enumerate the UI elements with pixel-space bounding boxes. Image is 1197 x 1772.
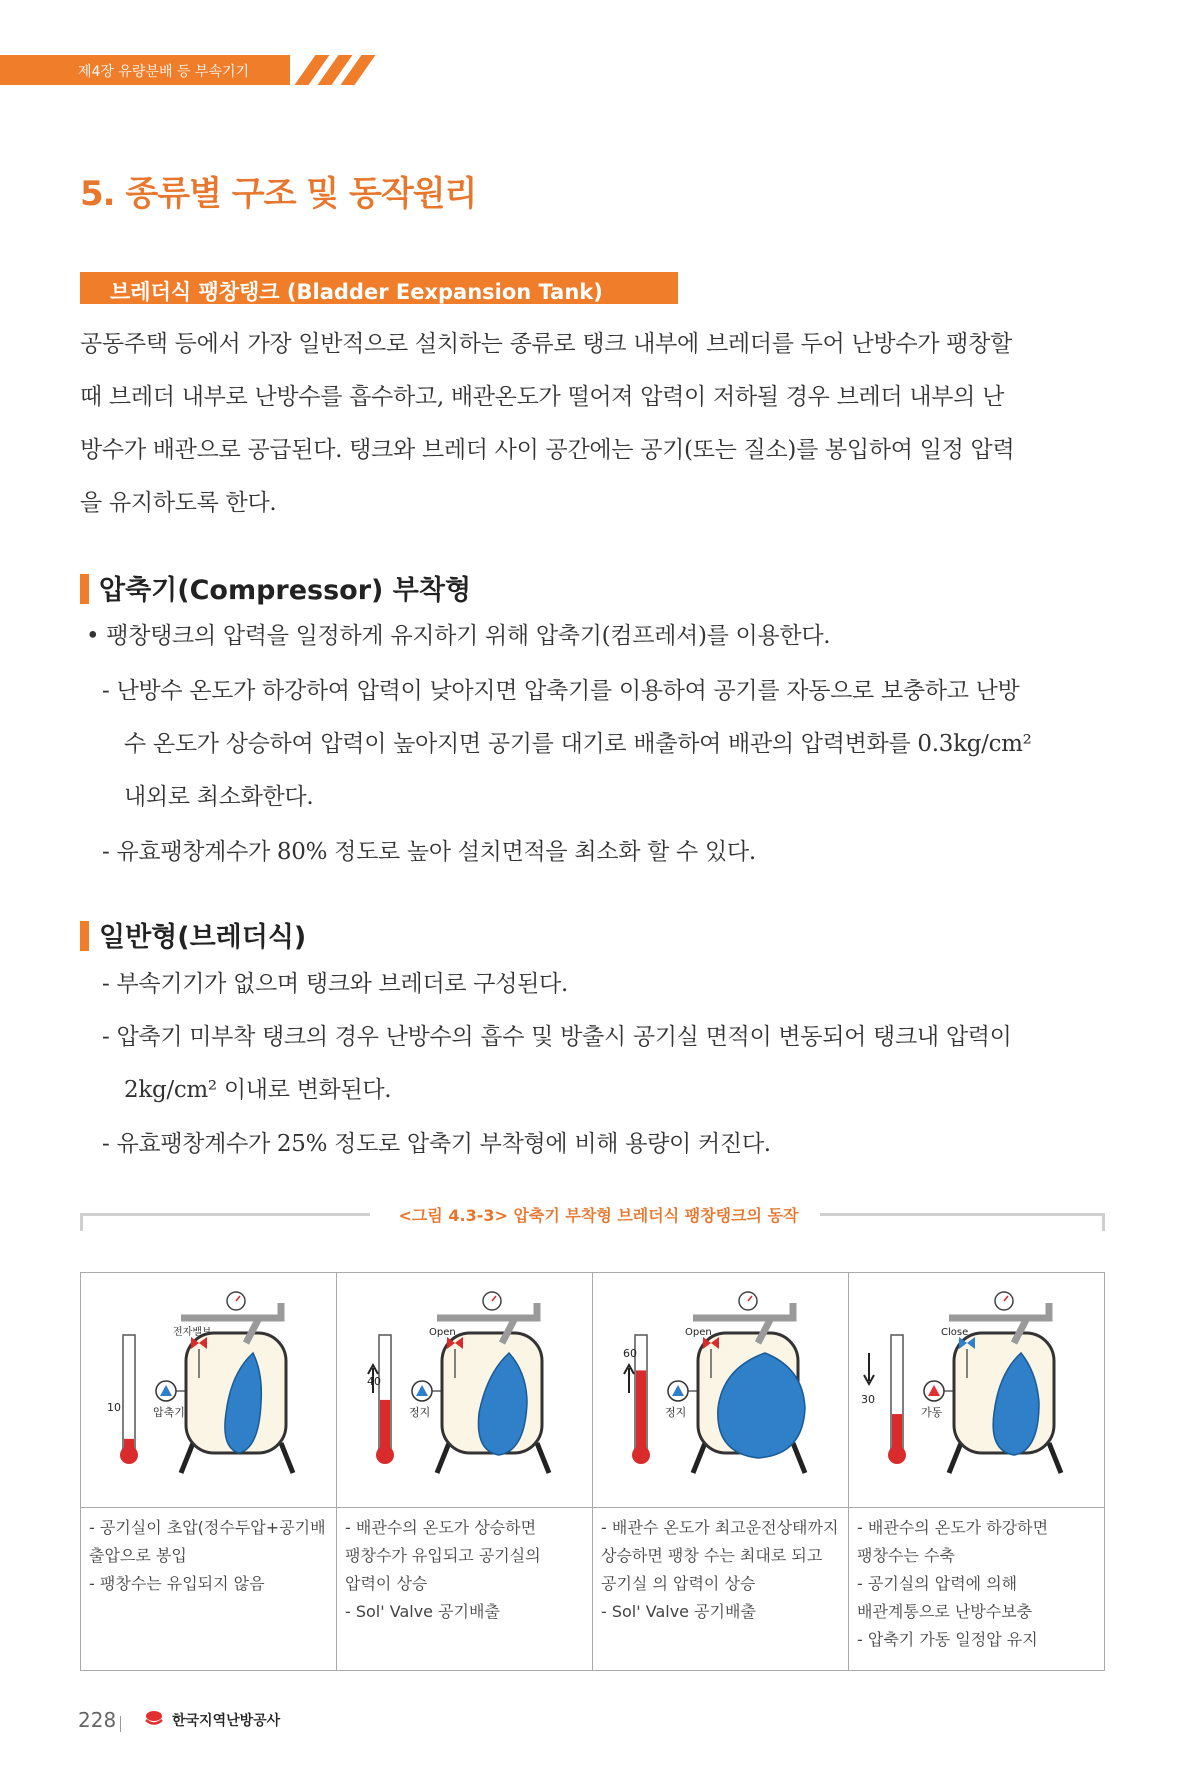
panel-text-line: 출압으로 봉입	[89, 1546, 187, 1565]
intro-line: 공동주택 등에서 가장 일반적으로 설치하는 종류로 탱크 내부에 브레더를 두어 난방수가 팽창할	[80, 331, 1012, 357]
compressor-label: 가동	[921, 1406, 943, 1419]
panel-text-line: - Sol' Valve 공기배출	[601, 1602, 756, 1621]
valve-label: Open	[429, 1327, 456, 1338]
gauge-value: 40	[367, 1375, 381, 1388]
section-title: 5. 종류별 구조 및 동작원리	[80, 174, 477, 214]
thermometer-tube	[123, 1335, 135, 1453]
chapter-label: 제4장 유량분배 등 부속기기	[78, 64, 250, 80]
thermometer-bulb	[888, 1446, 906, 1464]
panel-description	[81, 1508, 337, 1671]
panel-text-line: - 압축기 가동 일정압 유지	[857, 1630, 1038, 1649]
figure-caption: <그림 4.3-3> 압축기 부착형 브레더식 팽창탱크의 동작	[398, 1206, 799, 1225]
panel-text-line: 공기실 의 압력이 상승	[601, 1574, 756, 1593]
general-line: 2kg/cm² 이내로 변화된다.	[124, 1077, 392, 1103]
panel-text-line: 팽창수가 유입되고 공기실의	[345, 1546, 541, 1565]
panel-text-line: 배관계통으로 난방수보충	[857, 1602, 1033, 1621]
tank-diagram-expanding	[337, 1273, 592, 1503]
general-line: - 부속기기가 없으며 탱크와 브레더로 구성된다.	[102, 971, 568, 997]
figure-table	[80, 1272, 1105, 1671]
thermometer-fill	[380, 1400, 390, 1453]
compressor-heading	[80, 568, 471, 607]
thermometer-fill	[636, 1370, 646, 1453]
panel-text-line: 상승하면 팽창 수는 최대로 되고	[601, 1546, 823, 1565]
thermometer-bulb	[120, 1446, 138, 1464]
arrow-down-icon	[864, 1353, 874, 1384]
compressor-label: 정지	[665, 1406, 687, 1419]
compressor-label: 압축기	[153, 1406, 185, 1419]
general-line: - 압축기 미부착 탱크의 경우 난방수의 흡수 및 방출시 공기실 면적이 변동되어 탱크내 압력이	[102, 1024, 1012, 1050]
valve-label: 전자밸브	[173, 1327, 212, 1338]
valve-label: Open	[685, 1327, 712, 1338]
panel-description	[593, 1508, 849, 1671]
tank-diagram-cell	[849, 1273, 1105, 1508]
gauge-value: 60	[623, 1347, 637, 1360]
org-name: 한국지역난방공사	[172, 1713, 281, 1729]
panel-text-line: - Sol' Valve 공기배출	[345, 1602, 500, 1621]
panel-text-line: - 공기실이 초압(정수두압+공기배	[89, 1518, 326, 1537]
arrow-up-icon	[624, 1365, 634, 1393]
tank-diagram-cell	[337, 1273, 593, 1508]
panel-text-line: - 배관수의 온도가 하강하면	[857, 1518, 1049, 1537]
thermometer-bulb	[632, 1446, 650, 1464]
topic-label: 브레더식 팽창탱크 (Bladder Eexpansion Tank)	[110, 280, 603, 304]
compressor-line: - 난방수 온도가 하강하여 압력이 낮아지면 압축기를 이용하여 공기를 자동으로 보충하고 난방	[102, 678, 1020, 704]
panel-text-line: - 공기실의 압력에 의해	[857, 1574, 1018, 1593]
panel-text-line: - 배관수의 온도가 상승하면	[345, 1518, 537, 1537]
tank-diagram-max	[593, 1273, 848, 1503]
tank-diagram-idle	[81, 1273, 336, 1503]
panel-description	[337, 1508, 593, 1671]
tank-diagram-contracting	[849, 1273, 1104, 1503]
gauge-value: 30	[861, 1393, 875, 1406]
panel-text-line: 압력이 상승	[345, 1574, 428, 1593]
heading-accent-bar	[80, 574, 89, 604]
panel-text-line: - 배관수 온도가 최고운전상태까지	[601, 1518, 839, 1537]
tank-diagram-cell	[81, 1273, 337, 1508]
topic-label-box	[80, 272, 678, 304]
general-line: - 유효팽창계수가 25% 정도로 압축기 부착형에 비해 용량이 커진다.	[102, 1131, 771, 1157]
thermometer-bulb	[376, 1446, 394, 1464]
compressor-label: 정지	[409, 1406, 431, 1419]
panel-description	[849, 1508, 1105, 1671]
compressor-bullet: • 팽창탱크의 압력을 일정하게 유지하기 위해 압축기(컴프레셔)를 이용한다.	[86, 623, 831, 649]
chapter-header-bar	[0, 55, 290, 85]
general-heading	[80, 915, 306, 954]
valve-label: Close	[941, 1327, 969, 1338]
compressor-heading-text: 압축기(Compressor) 부착형	[99, 575, 472, 606]
heading-accent-bar	[80, 921, 89, 951]
tank-diagram-cell	[593, 1273, 849, 1508]
compressor-line: - 유효팽창계수가 80% 정도로 높아 설치면적을 최소화 할 수 있다.	[102, 839, 756, 865]
compressor-line: 수 온도가 상승하여 압력이 높아지면 공기를 대기로 배출하여 배관의 압력변화를 0.3kg/cm²	[124, 731, 1032, 757]
page-number: 228	[78, 1708, 117, 1732]
footer-separator	[120, 1716, 121, 1732]
intro-line: 때 브레더 내부로 난방수를 흡수하고, 배관온도가 떨어져 압력이 저하될 경우 브레더 내부의 난	[80, 384, 1005, 410]
org-logo-icon	[144, 1709, 164, 1729]
panel-text-line: - 팽창수는 유입되지 않음	[89, 1574, 265, 1593]
panel-text-line: 팽창수는 수축	[857, 1546, 955, 1565]
general-heading-text: 일반형(브레더식)	[99, 922, 307, 953]
intro-line: 방수가 배관으로 공급된다. 탱크와 브레더 사이 공간에는 공기(또는 질소)를 봉입하여 일정 압력	[80, 437, 1015, 463]
compressor-line: 내외로 최소화한다.	[124, 784, 314, 810]
intro-line: 을 유지하도록 한다.	[80, 490, 277, 516]
gauge-value: 10	[107, 1401, 121, 1414]
